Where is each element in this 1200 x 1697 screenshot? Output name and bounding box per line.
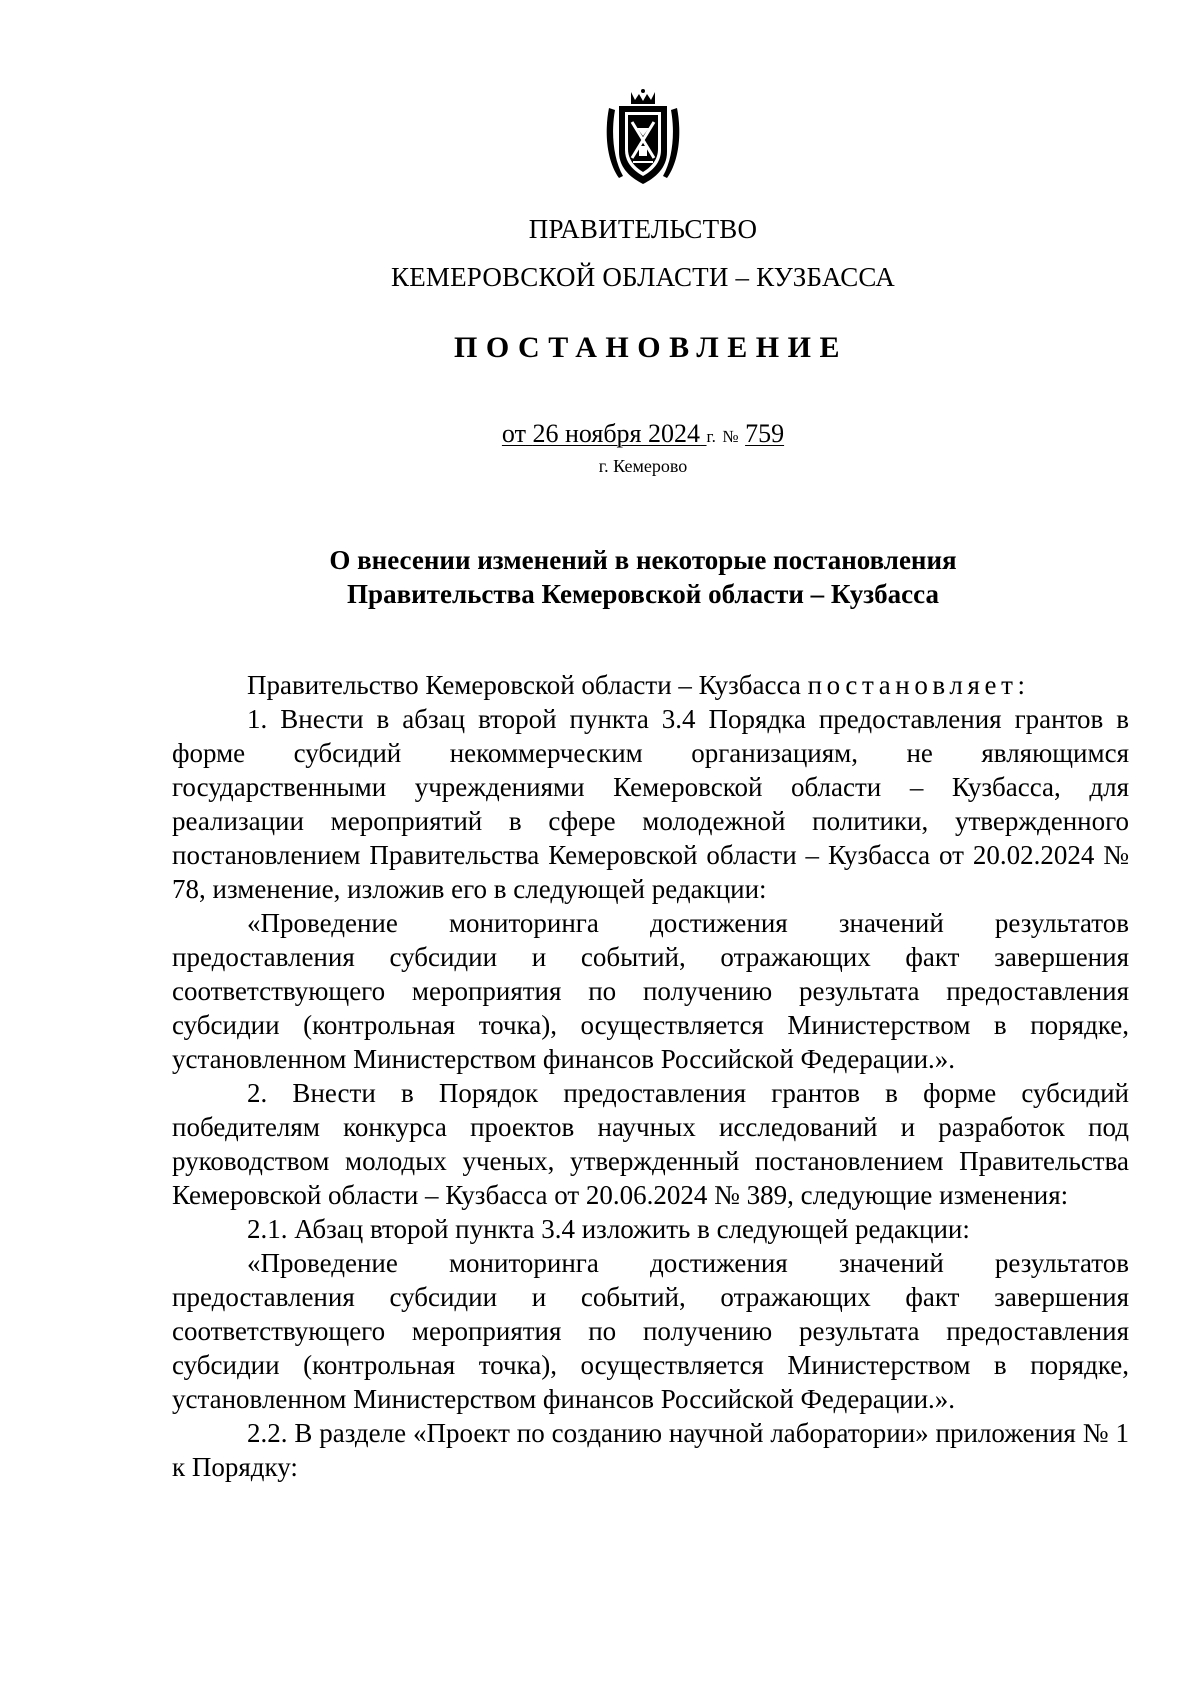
paragraph-2-2: 2.2. В разделе «Проект по созданию научной лаборатории» приложения № 1 к Порядку:: [172, 1418, 1129, 1482]
paragraph-2: 2. Внести в Порядок предоставления грантов в форме субсидий победителям конкурса проектов научных исследований и разработок под руководством молодых ученых, утвержденный постановлением Правительства Кемеровской области – Кузбасса от 20.06.2024 № 389, следующие изменения:: [172, 1078, 1129, 1210]
document-date: 26 ноября 2024: [532, 419, 701, 448]
title-line2: Правительства Кемеровской области – Кузбасса: [347, 579, 939, 609]
paragraph-1: 1. Внести в абзац второй пункта 3.4 Порядка предоставления грантов в форме субсидий некоммерческим организациям, не являющимся государственными учреждениями Кемеровской области – Кузбасса, для реализации мероприятий в сфере молодежной политики, утвержденного постановлением Правительства Кемеровской области – Кузбасса от 20.02.2024 № 78, изменение, изложив его в следующей редакции:: [172, 704, 1129, 904]
document-type-heading: ПОСТАНОВЛЕНИЕ: [454, 331, 848, 364]
coat-of-arms-kemerovo-icon: [601, 88, 685, 188]
document-number: 759: [745, 419, 785, 448]
intro-text: Правительство Кемеровской области – Кузбасса: [247, 670, 801, 700]
intro-paragraph: [172, 668, 1129, 702]
government-name-line2: КЕМЕРОВСКОЙ ОБЛАСТИ – КУЗБАССА: [391, 262, 895, 292]
title-line1: О внесении изменений в некоторые постановления: [329, 545, 957, 575]
paragraph-2-1: 2.1. Абзац второй пункта 3.4 изложить в следующей редакции:: [247, 1214, 970, 1244]
document-city: г. Кемерово: [598, 456, 688, 476]
paragraph-1-quote: «Проведение мониторинга достижения значений результатов предоставления субсидии и событий, отражающих факт завершения соответствующего мероприятия по получению результата предоставления субсидии (контрольная точка), осуществляется Министерством в порядке, установленном Министерством финансов Российской Федерации.».: [172, 908, 1129, 1074]
document-title: [0, 543, 1200, 611]
government-name-line1: ПРАВИТЕЛЬСТВО: [528, 214, 758, 244]
date-prefix: от: [501, 419, 526, 448]
number-sign: №: [722, 427, 739, 446]
paragraph-2-1-quote: «Проведение мониторинга достижения значений результатов предоставления субсидии и событий, отражающих факт завершения соответствующего мероприятия по получению результата предоставления субсидии (контрольная точка), осуществляется Министерством в порядке, установленном Министерством финансов Российской Федерации.».: [172, 1248, 1129, 1414]
document-body: [172, 668, 1129, 1484]
year-suffix: г.: [706, 427, 716, 446]
intro-action: постановляет:: [807, 670, 1030, 700]
document-date-number: [0, 419, 1200, 449]
